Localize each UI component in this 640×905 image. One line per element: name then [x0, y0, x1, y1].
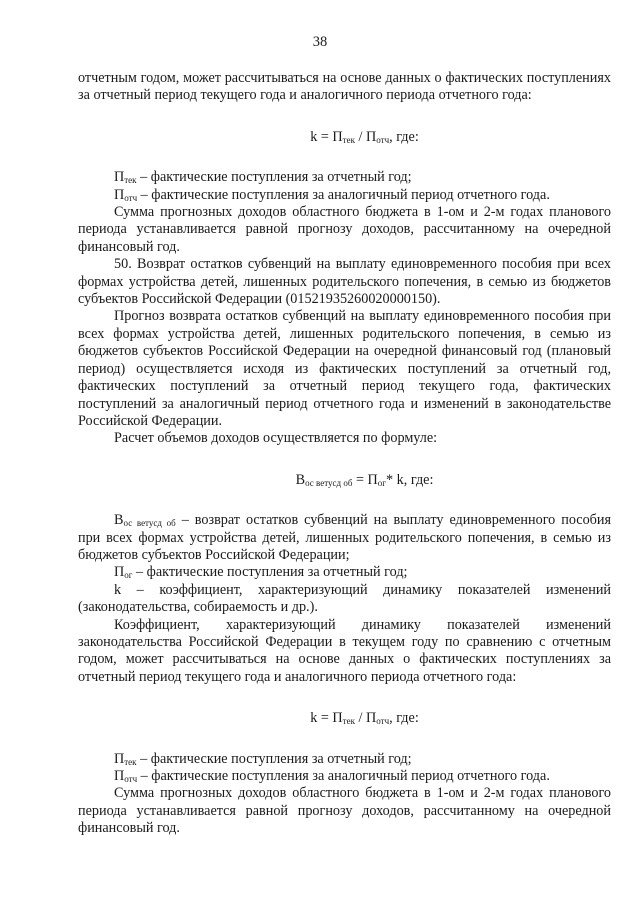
- paragraph-forecast-sum-2: Сумма прогнозных доходов областного бюджета в 1-ом и 2-м годах планового периода устанавливается равной прогнозу доходов, рассчитанному на очередной финансовый год.: [78, 785, 611, 837]
- formula-subscript: ог: [377, 477, 386, 488]
- definition-p-tek-2: [78, 751, 611, 768]
- symbol: П: [114, 768, 125, 784]
- paragraph-forecast-sum: Сумма прогнозных доходов областного бюджета в 1-ом и 2-м годах планового периода устанавливается равной прогнозу доходов, рассчитанному на очередной финансовый год.: [78, 204, 611, 255]
- formula-text: = П: [352, 471, 378, 488]
- formula-subscript: тек: [342, 134, 355, 145]
- formula-text: / П: [354, 710, 377, 727]
- formula-text: * k, где:: [386, 471, 434, 488]
- definition-p-otch: [78, 187, 611, 204]
- formula-subscript: отч: [376, 716, 390, 727]
- paragraph-forecast-return: Прогноз возврата остатков субвенций на выплату единовременного пособия при всех формах устройства детей, лишенных родительского попечения, в семью из бюджетов субъектов Российской Федерации на очередной финансовый год (плановый период) осуществляется исходя из фактических поступлений за отчетный год, фактических поступлений за отчетный период текущего года, фактических поступлений за аналогичный период отчетного года и изменений в законодательстве Российской Федерации.: [78, 308, 611, 429]
- definition-text: – фактические поступления за аналогичный период отчетного года.: [137, 186, 550, 203]
- symbol: П: [114, 564, 125, 581]
- formula-subscript: отч: [376, 134, 390, 145]
- symbol-subscript: ог: [124, 570, 133, 581]
- symbol: В: [114, 512, 124, 529]
- symbol: П: [114, 750, 125, 767]
- symbol: П: [114, 169, 125, 186]
- formula-subscript: тек: [342, 716, 355, 727]
- paragraph-formula-intro: Расчет объемов доходов осуществляется по формуле:: [114, 430, 438, 447]
- formula-text: В: [295, 471, 306, 488]
- symbol-subscript: отч: [124, 192, 138, 203]
- symbol-subscript: тек: [124, 756, 137, 767]
- symbol-subscript: отч: [124, 774, 138, 784]
- formula-return: [78, 472, 611, 489]
- symbol: П: [114, 186, 125, 203]
- paragraph-coefficient: Коэффициент, характеризующий динамику показателей изменений законодательства Российской Федерации в текущем году по сравнению с отчетным годом, может рассчитываться на основе данных о фактических поступлениях за отчетный период текущего года и аналогичного периода отчетного года:: [78, 616, 611, 685]
- formula-k: [78, 129, 611, 146]
- definition-text: – возврат остатков субвенций на выплату единовременного пособия при всех формах устройства детей, лишенных родительского попечения, в семью из бюджетов субъектов Российской Федерации;: [78, 512, 611, 563]
- definition-p-og: [78, 564, 611, 581]
- symbol-subscript: ос ветусд об: [123, 518, 176, 529]
- formula-text: k = П: [310, 710, 343, 727]
- formula-text: / П: [354, 128, 377, 145]
- definition-text: – фактические поступления за отчетный год;: [136, 169, 412, 186]
- formula-text: k = П: [310, 128, 343, 145]
- definition-p-otch-2: [78, 768, 611, 785]
- formula-text: , где:: [389, 128, 419, 145]
- symbol-subscript: тек: [124, 175, 137, 186]
- paragraph-item-50: 50. Возврат остатков субвенций на выплату единовременного пособия при всех формах устройства детей, лишенных родительского попечения, в семью из бюджетов субъектов Российской Федерации (01521935260020000150).: [78, 256, 611, 308]
- page-body: [78, 70, 611, 838]
- page-number: 38: [312, 34, 328, 50]
- definition-text: – фактические поступления за отчетный год;: [132, 564, 408, 581]
- definition-text: – фактические поступления за отчетный год;: [136, 750, 412, 767]
- formula-text: , где:: [389, 710, 419, 727]
- paragraph-continuation: отчетным годом, может рассчитываться на основе данных о фактических поступлениях за отчетный период текущего года и аналогичного периода отчетного года:: [78, 70, 611, 104]
- definition-text: – фактические поступления за аналогичный период отчетного года.: [137, 768, 550, 784]
- definition-v: [78, 512, 611, 564]
- definition-k: k – коэффициент, характеризующий динамику показателей изменений (законодательства, собираемость и др.).: [78, 581, 611, 616]
- formula-subscript: ос ветусд об: [305, 477, 353, 488]
- formula-k-2: [78, 710, 611, 727]
- definition-p-tek: [78, 169, 611, 186]
